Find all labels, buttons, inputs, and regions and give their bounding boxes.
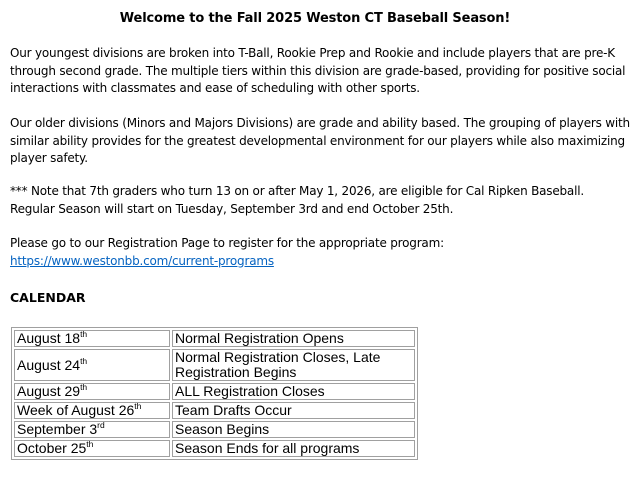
calendar-date-suffix: th [86, 439, 94, 449]
calendar-date: August 24 [17, 356, 81, 373]
registration-link[interactable]: https://www.westonbb.com/current-programs [10, 253, 274, 268]
calendar-date-cell [14, 440, 170, 457]
calendar-row [14, 349, 415, 381]
calendar-row [14, 440, 415, 457]
youngest-divisions-paragraph [10, 45, 626, 98]
note-paragraph [10, 183, 622, 218]
paragraph-line: interactions with classmates and ease of scheduling with other sports. [10, 81, 420, 95]
calendar-date: August 18 [17, 330, 81, 346]
calendar-event: Normal Registration Opens [172, 330, 415, 347]
paragraph-line: Our older divisions (Minors and Majors Divisions) are grade and ability based. The grouping of players with [10, 116, 630, 130]
calendar-date-cell [14, 421, 170, 438]
paragraph-line: Our youngest divisions are broken into T-Ball, Rookie Prep and Rookie and include players that are pre-K [10, 46, 615, 60]
calendar-date-suffix: th [80, 382, 88, 392]
paragraph-line: through second grade. The multiple tiers within this division are grade-based, providing for positive social [10, 63, 626, 78]
older-divisions-paragraph [10, 115, 630, 168]
calendar-date-cell [14, 330, 170, 347]
calendar-date-cell [14, 402, 170, 419]
calendar-date: October 25 [17, 440, 87, 456]
calendar-date: August 29 [17, 383, 81, 399]
calendar-heading: CALENDAR [10, 290, 86, 305]
calendar-event: ALL Registration Closes [172, 383, 415, 400]
calendar-date: Week of August 26 [17, 402, 135, 418]
calendar-row [14, 421, 415, 438]
calendar-date-cell [14, 383, 170, 400]
paragraph-line: *** Note that 7th graders who turn 13 on or after May 1, 2026, are eligible for Cal Ripken Baseball. [10, 184, 584, 198]
calendar-date-cell [14, 349, 170, 381]
registration-paragraph [10, 235, 622, 270]
calendar-row [14, 330, 415, 347]
registration-text: Please go to our Registration Page to register for the appropriate program: [10, 236, 444, 250]
calendar-event: Team Drafts Occur [172, 402, 415, 419]
calendar-event: Season Ends for all programs [172, 440, 415, 457]
paragraph-line: Regular Season will start on Tuesday, September 3rd and end October 25th. [10, 201, 454, 216]
calendar-date: September 3 [17, 421, 98, 437]
page-title: Welcome to the Fall 2025 Weston CT Baseball Season! [119, 11, 511, 26]
paragraph-line: similar ability provides for the greatest developmental environment for our players while also maximizing [10, 133, 625, 148]
calendar-table [11, 327, 418, 460]
calendar-date-suffix: th [134, 401, 142, 411]
calendar-row [14, 383, 415, 400]
calendar-date-suffix: th [80, 329, 88, 339]
paragraph-line: player safety. [10, 151, 88, 165]
calendar-event: Season Begins [172, 421, 415, 438]
calendar-event: Normal Registration Closes, Late Registration Begins [172, 349, 415, 381]
calendar-date-suffix: rd [97, 420, 105, 430]
calendar-date-suffix: th [80, 355, 88, 366]
calendar-row [14, 402, 415, 419]
